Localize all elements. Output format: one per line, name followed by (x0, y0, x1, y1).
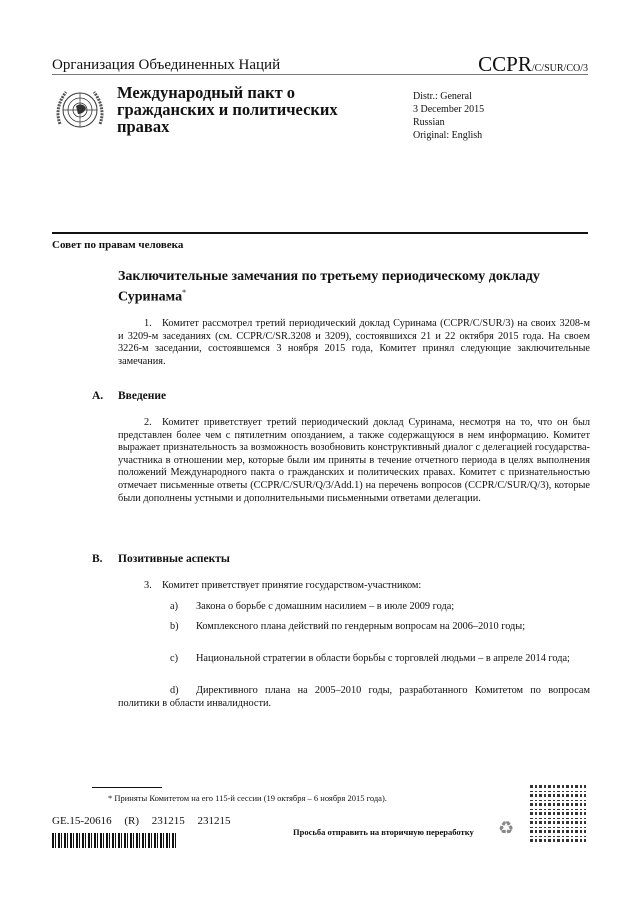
distr-line: Distr.: General (413, 91, 472, 102)
section-title: Позитивные аспекты (118, 553, 230, 565)
qr-code (528, 784, 586, 842)
organization-name: Организация Объединенных Наций (52, 57, 281, 73)
item-letter: a) (170, 601, 178, 612)
section-a-heading (92, 390, 166, 402)
section-number: A. (92, 390, 104, 402)
item-text: Комплексного плана действий по гендерным вопросам на 2006–2010 годы; (196, 621, 526, 632)
recycle-icon: ♻ (498, 818, 515, 838)
paragraph-3: 3. Комитет приветствует принятие государством-участником: (144, 580, 422, 591)
recycle-note: Просьба отправить на вторичную переработку (293, 827, 474, 837)
symbol-sub: /C/SUR/CO/3 (531, 63, 588, 74)
footnote-marker: * (182, 288, 187, 297)
symbol-main: CCPR (478, 52, 532, 76)
un-emblem-icon (54, 84, 106, 136)
list-item (118, 621, 590, 634)
distr-language: Russian (413, 117, 445, 128)
distr-original: Original: English (413, 130, 483, 141)
document-title (118, 269, 578, 306)
header-divider (52, 74, 588, 75)
document-title-text: Заключительные замечания по третьему периодическому докладу Суринама (118, 269, 540, 305)
item-text: Директивного плана на 2005–2010 годы, разработанного Комитетом по вопросам политики в области инвалидности. (118, 685, 590, 709)
document-code: GE.15-20616 (R) 231215 231215 (52, 815, 231, 827)
item-letter: d) (170, 685, 179, 696)
list-item (118, 685, 590, 710)
item-letter: b) (170, 621, 179, 632)
section-number: B. (92, 553, 103, 565)
section-title: Введение (118, 390, 167, 402)
item-text: Национальной стратегии в области борьбы с торговлей людьми – в апреле 2014 года; (196, 653, 570, 664)
covenant-title: Международный пакт о гражданских и политических правах (117, 83, 338, 136)
title-divider (52, 232, 588, 234)
item-text: Закона о борьбе с домашним насилием – в июле 2009 года; (196, 601, 455, 612)
list-item (118, 601, 590, 614)
item-letter: c) (170, 653, 178, 664)
list-item (118, 653, 590, 666)
paragraph-2: 2. Комитет приветствует третий периодический доклад Суринама, несмотря на то, что он был представлен более чем с пятилетним опозданием, а также содержащуюся в нем информацию. Комитет выражает признательность за возможность возобновить конструктивный диалог с делегацией государства-участника в отношении мер, которые были им приняты в течение отчетного периода в целях выполнения положений Международного пакта о гражданских и политических правах. Комитет с признательностью отмечает письменные ответы (CCPR/C/SUR/Q/3/Add.1) на перечень вопросов (CCPR/C/SUR/Q/3), которые были дополнены устными и дополнительными письменными ответами делегации. (118, 417, 590, 504)
footnote: * Приняты Комитетом на его 115-й сессии (19 октября – 6 ноября 2015 года). (108, 793, 387, 803)
distribution-info (413, 90, 484, 142)
council-name: Совет по правам человека (52, 239, 184, 251)
distr-date: 3 December 2015 (413, 104, 485, 115)
barcode (52, 833, 176, 848)
section-b-heading (92, 553, 230, 565)
footnote-divider (92, 787, 162, 788)
paragraph-1: 1. Комитет рассмотрел третий периодический доклад Суринама (CCPR/C/SUR/3) на своих 3208-м и 3209-м заседаниях (см. CCPR/C/SR.3208 и 3209), состоявшихся 21 и 22 октября 2015 года. На своем 3226-м заседании, состоявшемся 3 ноября 2015 года, Комитет принял следующие заключительные замечания. (118, 318, 590, 367)
